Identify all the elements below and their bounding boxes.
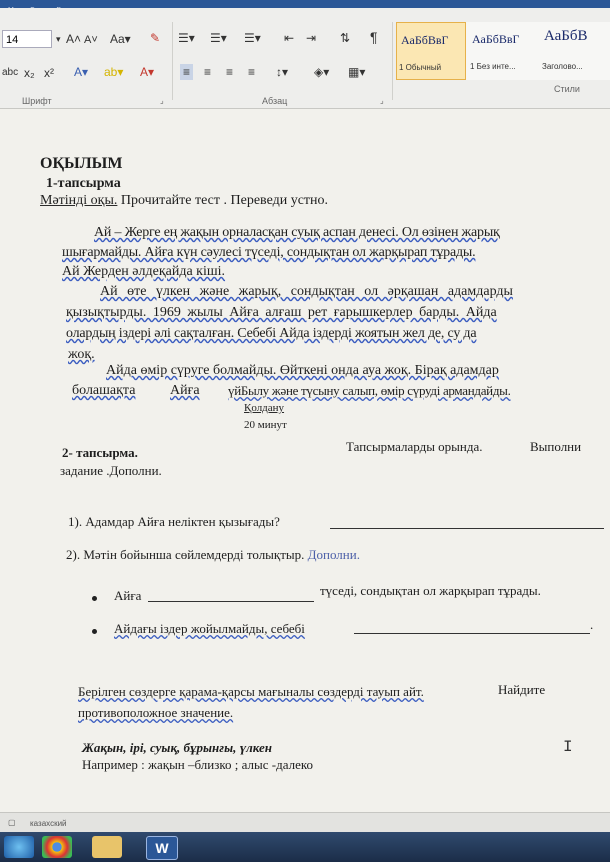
- superscript-icon[interactable]: x²: [44, 66, 54, 80]
- antonym-words: Жақын, ірі, суық, бұрынғы, үлкен: [82, 740, 272, 755]
- taskbar: [0, 832, 610, 862]
- bullet2-start: Айдағы іздер жойылмайды, себебі: [114, 621, 305, 636]
- clear-format-icon[interactable]: ✎: [150, 31, 161, 45]
- paragraph3-line2a: болашақта: [72, 383, 136, 398]
- question2-kz: 2). Мәтін бойынша сөйлемдерді толықтыр.: [66, 547, 305, 562]
- group-label-styles: Стили: [554, 84, 580, 94]
- paragraph3-line1: Айда өмір сүруге болмайды. Өйткені онда ауа жоқ. Бірақ адамдар: [106, 363, 499, 378]
- font-color-icon[interactable]: A▾: [140, 65, 155, 79]
- instruction-ru: Прочитайте тест . Переведи устно.: [117, 193, 329, 208]
- ribbon-tab-strip: [0, 0, 610, 8]
- borders-icon[interactable]: ▦▾: [348, 65, 366, 79]
- answer-blank-b2[interactable]: [354, 633, 590, 634]
- increase-indent-icon[interactable]: ⇥: [306, 31, 317, 45]
- change-case-icon[interactable]: Aa▾: [110, 32, 131, 46]
- shading-icon[interactable]: ◈▾: [314, 65, 330, 79]
- paragraph1-line2: шығармайды. Айға күн сәулесі түседі, сондықтан ол жарқырап тұрады.: [62, 245, 476, 260]
- dialog-launcher-icon[interactable]: ⌟: [160, 96, 164, 105]
- style-name: 1 Обычный: [399, 63, 442, 72]
- task3-line2: противоположное значение.: [78, 705, 234, 720]
- language-indicator[interactable]: казахский: [30, 819, 67, 828]
- style-no-spacing[interactable]: [468, 22, 538, 80]
- task2-instruction-ru-line2: задание .Дополни.: [60, 463, 162, 478]
- folder-icon[interactable]: [92, 836, 122, 858]
- line-spacing-icon[interactable]: ↕▾: [276, 65, 289, 79]
- highlight-icon[interactable]: ab▾: [104, 65, 124, 79]
- answer-blank-b1[interactable]: [148, 601, 314, 602]
- bullet1-end: түседі, сондықтан ол жарқырап тұрады.: [320, 583, 541, 598]
- dialog-launcher-icon[interactable]: ⌟: [380, 96, 384, 105]
- separator: [172, 22, 173, 100]
- task1-title: 1-тапсырма: [46, 176, 121, 191]
- subscript-icon[interactable]: x₂: [24, 66, 35, 80]
- bullet-icon: [92, 629, 97, 634]
- strikethrough-icon[interactable]: abc: [2, 67, 19, 78]
- bullets-icon[interactable]: ☰▾: [178, 31, 195, 45]
- text-cursor-icon: I: [563, 738, 573, 756]
- answer-blank-q1[interactable]: [330, 528, 604, 529]
- task1-instruction: [40, 193, 328, 209]
- document-page[interactable]: [0, 109, 610, 812]
- separator: [392, 22, 393, 100]
- bullet1-start: Айға: [114, 588, 142, 603]
- sort-icon[interactable]: ⇅: [340, 31, 351, 45]
- styles-gallery: [396, 22, 610, 80]
- page-heading: ОҚЫЛЫМ: [40, 155, 123, 172]
- example-line: Например : жақын –близко ; алыс -далеко: [82, 757, 314, 772]
- style-name: 1 Без инте...: [470, 62, 516, 71]
- align-right-icon[interactable]: ≡: [226, 65, 234, 79]
- style-heading[interactable]: [540, 22, 610, 80]
- bullet2-end: .: [590, 617, 594, 632]
- proofing-icon[interactable]: ▢: [8, 818, 16, 827]
- question2-ru: Дополни.: [304, 547, 360, 562]
- word-icon[interactable]: W: [146, 836, 178, 860]
- task2-title: 2- тапсырма.: [62, 445, 138, 460]
- question1: 1). Адамдар Айға неліктен қызығады?: [68, 514, 280, 529]
- bullet-icon: [92, 596, 97, 601]
- paragraph3-line2b: Айға: [170, 383, 200, 398]
- ribbon: [0, 8, 610, 109]
- font-size-box[interactable]: 14: [2, 30, 52, 48]
- group-label-paragraph: Абзац: [262, 96, 288, 106]
- task2-instruction-ru: Выполни: [530, 439, 582, 454]
- paragraph1-line3: Ай Жерден әлдеқайда кіші.: [62, 264, 226, 279]
- numbering-icon[interactable]: ☰▾: [210, 31, 227, 45]
- multilevel-list-icon[interactable]: ☰▾: [244, 31, 261, 45]
- style-name: Заголово...: [542, 62, 583, 71]
- start-button-icon[interactable]: [4, 836, 34, 858]
- paragraph2-line2: қызықтырды. 1969 жылы Айға алғаш рет ғарышкерлер барды. Айда: [66, 305, 497, 320]
- align-center-icon[interactable]: ≡: [204, 65, 212, 79]
- align-left-icon[interactable]: ≡: [180, 64, 193, 80]
- paragraph1-line1: Ай – Жерге ең жақын орналасқан суық аспан денесі. Ол өзінен жарық: [94, 225, 500, 240]
- text-effects-icon[interactable]: A▾: [74, 65, 89, 79]
- overlay-text-time: 20 минут: [244, 419, 287, 431]
- task3-line1-kz: Берілген сөздерге қарама-қарсы мағыналы сөздерді тауып айт.: [78, 684, 424, 699]
- chrome-icon[interactable]: [42, 836, 72, 858]
- style-sample: АаБбВвГ: [472, 32, 520, 46]
- paragraph2-line1: Ай өте үлкен және жарық, сондықтан ол әрқашан адамдарды: [100, 284, 513, 299]
- overlay-text-usage: Қолдану: [244, 402, 285, 414]
- task2-instruction-kz: Тапсырмаларды орында.: [346, 439, 483, 454]
- style-sample: АаБбВвГ: [401, 33, 449, 47]
- style-normal[interactable]: [396, 22, 466, 80]
- question2: [66, 547, 360, 563]
- grow-font-icon[interactable]: A˄: [66, 32, 82, 46]
- paragraph2-line4: жоқ.: [68, 347, 95, 362]
- paragraph2-line3: олардың іздері әлі сақталған. Себебі Айда іздерді жоятын жел де, су да: [66, 326, 477, 341]
- task3-line1-ru: Найдите: [498, 682, 546, 697]
- pilcrow-icon[interactable]: ¶: [370, 29, 378, 45]
- justify-icon[interactable]: ≡: [248, 65, 256, 79]
- paragraph3-line2c: үйБылу және түсыну салып, өмір сүруді армандайды.: [228, 383, 511, 398]
- shrink-font-icon[interactable]: A˅: [84, 34, 98, 46]
- status-bar: [0, 812, 610, 833]
- style-sample: АаБбВ: [544, 28, 588, 44]
- decrease-indent-icon[interactable]: ⇤: [284, 31, 295, 45]
- instruction-kz: Мәтінді оқы.: [40, 193, 118, 208]
- group-label-font: Шрифт: [22, 96, 52, 106]
- dropdown-arrow-icon[interactable]: ▾: [56, 34, 61, 44]
